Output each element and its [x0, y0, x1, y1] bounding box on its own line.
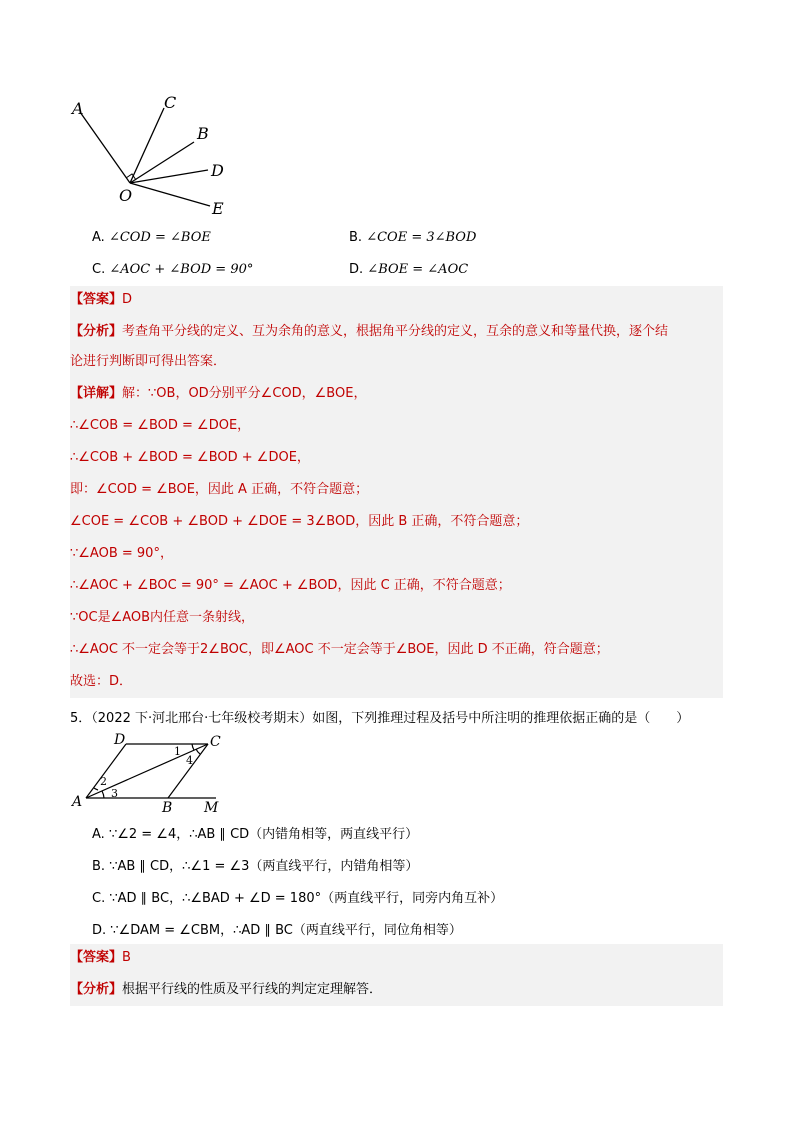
- q4-answer-block: [70, 286, 723, 698]
- q4-option-c: C. ∠AOC + ∠BOD = 90°: [92, 262, 254, 277]
- q4-answer-line: 【答案】D: [70, 292, 133, 307]
- q4-detail-line5: ∠COE = ∠COB + ∠BOD + ∠DOE = 3∠BOD，因此 B 正确，不符合题意；: [70, 514, 529, 529]
- label-D: D: [114, 732, 126, 748]
- q5-stem: 5．（2022 下·河北邢台·七年级校考期末）如图，下列推理过程及括号中所注明的推理依据正确的是（ ）: [70, 711, 690, 726]
- label-B: B: [162, 800, 173, 816]
- q4-detail-line2: ∴∠COB = ∠BOD = ∠DOE，: [70, 418, 251, 433]
- label-D: D: [211, 161, 224, 180]
- q5-option-c: C. ∵AD ∥ BC，∴∠BAD + ∠D = 180°（两直线平行，同旁内角互补）: [92, 891, 504, 906]
- q5-analysis-line: 【分析】根据平行线的性质及平行线的判定定理解答．: [70, 982, 383, 997]
- q5-option-b: B. ∵AB ∥ CD，∴∠1 = ∠3（两直线平行，内错角相等）: [92, 859, 419, 874]
- angle-rays-figure: [60, 88, 240, 220]
- q4-analysis-line2: 论进行判断即可得出答案．: [70, 354, 227, 369]
- label-O: O: [119, 186, 133, 205]
- q4-detail-line10: 故选：D．: [70, 674, 133, 689]
- q4-detail-line4: 即：∠COD = ∠BOE，因此 A 正确，不符合题意；: [70, 482, 369, 497]
- parallelogram-figure: [68, 730, 238, 820]
- label-3: 3: [111, 787, 118, 800]
- q4-option-d: D. ∠BOE = ∠AOC: [349, 262, 469, 277]
- label-C: C: [210, 734, 221, 750]
- label-A: A: [72, 99, 84, 118]
- q4-detail-line3: ∴∠COB + ∠BOD = ∠BOD + ∠DOE，: [70, 450, 310, 465]
- q5-answer-block: [70, 944, 723, 1006]
- q4-option-a: A. ∠COD = ∠BOE: [92, 230, 211, 245]
- label-4: 4: [186, 754, 193, 767]
- label-B: B: [197, 124, 209, 143]
- label-1: 1: [174, 745, 181, 758]
- q5-option-d: D. ∵∠DAM = ∠CBM，∴AD ∥ BC（两直线平行，同位角相等）: [92, 923, 462, 938]
- q4-analysis-line1: 【分析】考查角平分线的定义、互为余角的意义，根据角平分线的定义，互余的意义和等量代换，逐个结: [70, 324, 669, 339]
- label-C: C: [164, 93, 177, 112]
- q4-detail-line1: 【详解】解：∵OB，OD分别平分∠COD，∠BOE，: [70, 386, 367, 401]
- q4-detail-line6: ∵∠AOB = 90°，: [70, 546, 173, 561]
- label-2: 2: [100, 775, 107, 788]
- q4-detail-line7: ∴∠AOC + ∠BOC = 90° = ∠AOC + ∠BOD，因此 C 正确，不符合题意；: [70, 578, 511, 593]
- q4-detail-line8: ∵OC是∠AOB内任意一条射线，: [70, 610, 255, 625]
- q4-detail-line9: ∴∠AOC 不一定会等于2∠BOC，即∠AOC 不一定会等于∠BOE，因此 D 不正确，符合题意；: [70, 642, 609, 657]
- q5-answer-line: 【答案】B: [70, 950, 131, 965]
- label-A: A: [72, 794, 83, 810]
- q4-option-b: B. ∠COE = 3∠BOD: [349, 230, 477, 245]
- label-E: E: [212, 199, 224, 218]
- q5-option-a: A. ∵∠2 = ∠4，∴AB ∥ CD（内错角相等，两直线平行）: [92, 827, 419, 842]
- label-M: M: [204, 800, 219, 816]
